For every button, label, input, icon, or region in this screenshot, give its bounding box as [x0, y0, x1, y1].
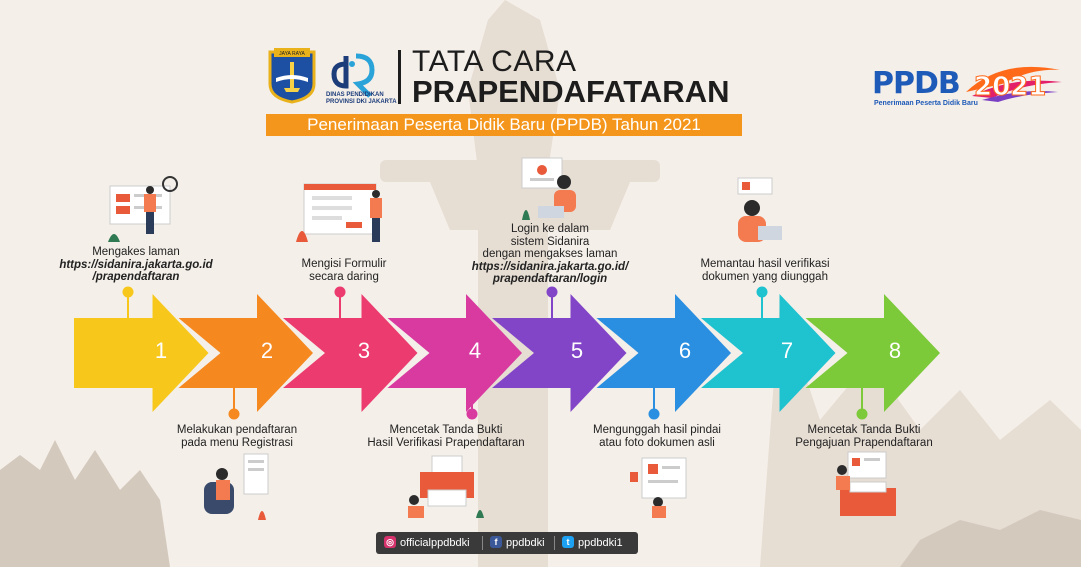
step-3-label — [284, 258, 404, 283]
step-5-url-2: prapendaftaran/login — [492, 273, 608, 285]
step-6-label — [582, 424, 732, 449]
step-5-pin — [547, 287, 558, 298]
step-8-pin — [857, 409, 868, 420]
step-3-text-1: Mengisi Formulir — [301, 258, 387, 270]
person-registering-chair-illustration-icon — [200, 452, 272, 522]
step-8-text-1: Mencetak Tanda Bukti — [807, 424, 921, 436]
step-2-pin — [229, 409, 240, 420]
step-6-pin — [649, 409, 660, 420]
person-filling-form-illustration-icon — [292, 180, 388, 244]
step-8-label — [786, 424, 942, 449]
person-monitoring-laptop-illustration-icon — [728, 176, 784, 244]
step-7-label — [690, 258, 840, 283]
step-8-number: 8 — [888, 338, 902, 363]
dinas-text-line-1: DINAS PENDIDIKAN — [326, 92, 384, 98]
step-4-text-2: Hasil Verifikasi Prapendaftaran — [367, 436, 525, 449]
step-1-url-2: /prapendaftaran — [92, 271, 180, 283]
step-8-text-2: Pengajuan Prapendaftaran — [795, 436, 933, 449]
step-5-text-1: Login ke dalam — [511, 223, 589, 235]
instagram-icon: ◎ — [384, 536, 396, 548]
step-7-number: 7 — [780, 338, 794, 363]
title-line-2: PRAPENDAFATARAN — [412, 74, 730, 109]
step-5-text-2: sistem Sidanira — [510, 235, 590, 248]
facebook-icon: f — [490, 536, 502, 548]
step-1-label — [58, 246, 214, 284]
step-1-text-1: Mengakes laman — [92, 246, 180, 258]
step-3-text-2: secara daring — [309, 270, 379, 283]
step-4-text-1: Mencetak Tanda Bukti — [389, 424, 503, 436]
step-4-number: 4 — [468, 338, 482, 363]
step-7-pin — [757, 287, 768, 298]
social-separator — [482, 536, 483, 550]
step-6-text-1: Mengunggah hasil pindai — [593, 424, 721, 436]
person-uploading-documents-illustration-icon — [626, 452, 696, 520]
person-browsing-website-illustration-icon — [108, 176, 180, 244]
step-2-text-1: Melakukan pendaftaran — [176, 424, 298, 436]
twitter-link[interactable] — [562, 532, 623, 554]
step-4-pin — [467, 409, 478, 420]
ppdb-logo-year: 2021 — [974, 72, 1047, 102]
step-7-text-1: Memantau hasil verifikasi — [700, 258, 830, 270]
person-printing-receipt-illustration-icon — [830, 448, 906, 520]
step-1-arrow — [74, 294, 209, 412]
step-2-label — [162, 424, 312, 449]
twitter-handle: ppdbdki1 — [578, 537, 623, 549]
instagram-link[interactable] — [384, 532, 470, 554]
step-1-url-1: https://sidanira.jakarta.go.id — [59, 258, 213, 271]
printer-illustration-icon — [406, 452, 490, 522]
dinas-text-line-2: PROVINSI DKI JAKARTA — [326, 99, 397, 105]
ppdb-logo-subtitle: Penerimaan Peserta Didik Baru — [874, 100, 978, 107]
facebook-link[interactable] — [490, 532, 545, 554]
step-6-text-2: atau foto dokumen asli — [599, 436, 715, 449]
step-6-number: 6 — [678, 338, 692, 363]
subtitle-banner: Penerimaan Peserta Didik Baru (PPDB) Tahun 2021 — [266, 114, 742, 136]
step-5-url-1: https://sidanira.jakarta.go.id/ — [471, 260, 629, 273]
step-7-text-2: dokumen yang diunggah — [702, 270, 828, 283]
social-media-bar — [376, 532, 638, 554]
step-2-text-2: pada menu Registrasi — [181, 436, 293, 449]
person-login-laptop-illustration-icon — [516, 156, 588, 222]
social-separator — [554, 536, 555, 550]
title-line-1: TATA CARA — [412, 45, 577, 78]
twitter-icon: t — [562, 536, 574, 548]
step-3-pin — [335, 287, 346, 298]
facebook-handle: ppdbdki — [506, 537, 545, 549]
step-5-number: 5 — [570, 338, 584, 363]
jaya-raya-text: JAYA RAYA — [279, 51, 305, 57]
step-2-number: 2 — [260, 338, 274, 363]
ppdb-logo-main: PPDB — [872, 66, 960, 101]
step-1-number: 1 — [154, 338, 168, 363]
instagram-handle: officialppdbdki — [400, 537, 470, 549]
step-1-pin — [123, 287, 134, 298]
step-3-number: 3 — [357, 338, 371, 363]
step-5-label — [470, 223, 630, 286]
step-5-text-3: dengan mengakses laman — [482, 248, 618, 260]
step-4-label — [356, 424, 536, 449]
